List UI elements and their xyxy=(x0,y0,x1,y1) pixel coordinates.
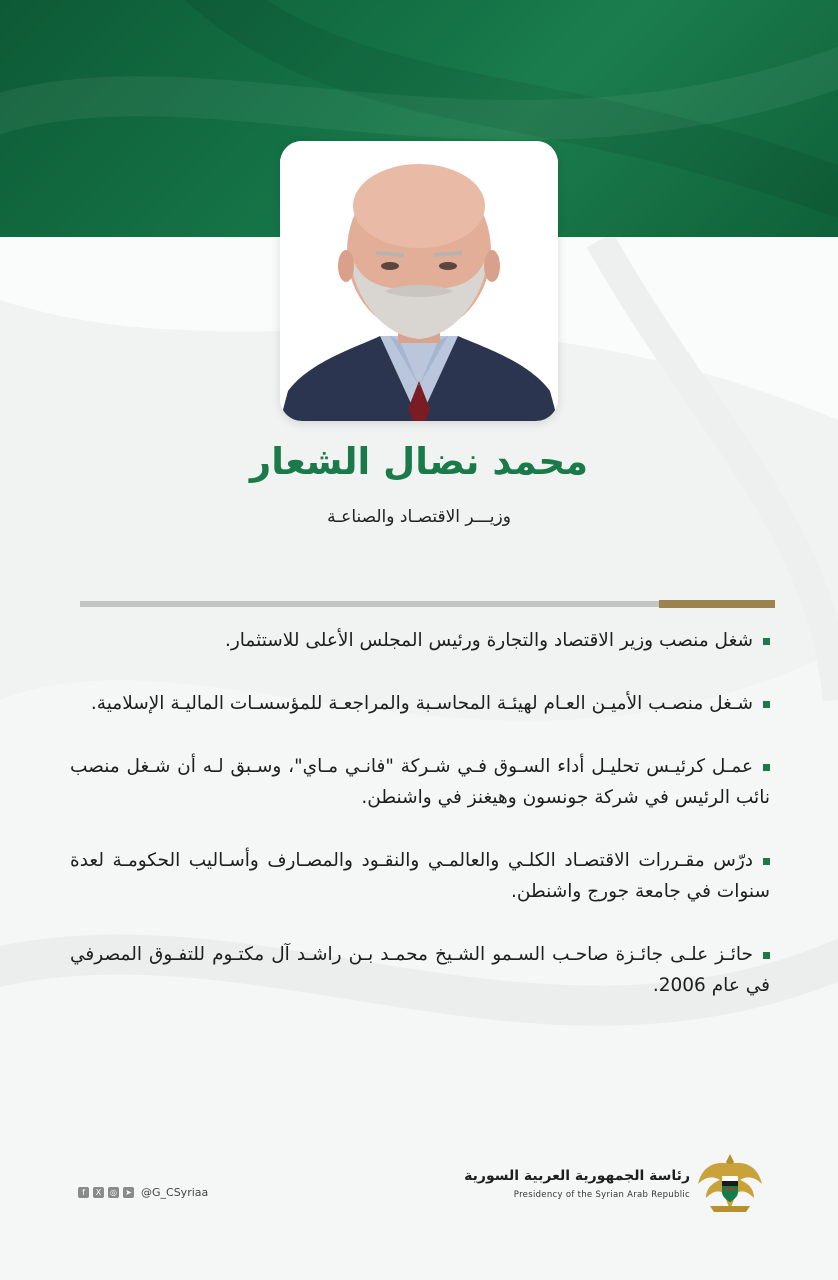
bullet-icon xyxy=(763,858,770,865)
bullet-icon xyxy=(763,952,770,959)
section-divider xyxy=(80,600,775,607)
social-links xyxy=(78,1186,208,1199)
social-handle[interactable]: @G_CSyriaa xyxy=(141,1186,209,1199)
bio-list xyxy=(70,625,770,1033)
instagram-icon[interactable]: ◎ xyxy=(108,1187,119,1198)
bullet-icon xyxy=(763,764,770,771)
bullet-icon xyxy=(763,701,770,708)
divider-gold-segment xyxy=(659,600,775,608)
divider-grey-segment xyxy=(80,601,660,607)
eagle-emblem-icon xyxy=(696,1150,764,1216)
bio-item xyxy=(70,751,770,813)
bio-item xyxy=(70,625,770,656)
facebook-icon[interactable]: f xyxy=(78,1187,89,1198)
person-name: محمد نضال الشعار xyxy=(249,440,589,483)
bio-text: حائـز علـى جائـزة صاحـب السـمو الشـيخ محمـد بـن راشـد آل مكتـوم للتفـوق المصرفي في عام 2006. xyxy=(70,944,770,996)
org-name-arabic: رئاسة الجمهورية العربية السورية xyxy=(464,1168,690,1184)
org-name-english: Presidency of the Syrian Arab Republic xyxy=(513,1190,690,1200)
bio-text: عمـل كرئيـس تحليـل أداء السـوق فـي شـركة "فانـي مـاي"، وسـبق لـه أن شـغل منصب نائب الرئيس في شركة جونسون وهيغنز في واشنطن. xyxy=(70,756,770,808)
bio-item xyxy=(70,688,770,719)
x-icon[interactable]: X xyxy=(93,1187,104,1198)
person-title: وزيـــر الاقتصـاد والصناعـة xyxy=(327,507,511,527)
portrait-card xyxy=(280,141,558,421)
bio-text: درّس مقـررات الاقتصـاد الكلـي والعالمـي والنقـود والمصـارف وأسـاليب الحكومـة لعدة سنوات في جامعة جورج واشنطن. xyxy=(70,850,770,902)
org-signature xyxy=(464,1168,690,1200)
bullet-icon xyxy=(763,638,770,645)
bio-item xyxy=(70,845,770,907)
bio-text: شـغل منصـب الأميـن العـام لهيئـة المحاسـبة والمراجعـة للمؤسسـات الماليـة الإسلامية. xyxy=(90,693,753,714)
bio-text: شغل منصب وزير الاقتصاد والتجارة ورئيس المجلس الأعلى للاستثمار. xyxy=(224,630,753,651)
bio-item xyxy=(70,939,770,1001)
portrait-image xyxy=(280,141,558,421)
telegram-icon[interactable]: ➤ xyxy=(123,1187,134,1198)
